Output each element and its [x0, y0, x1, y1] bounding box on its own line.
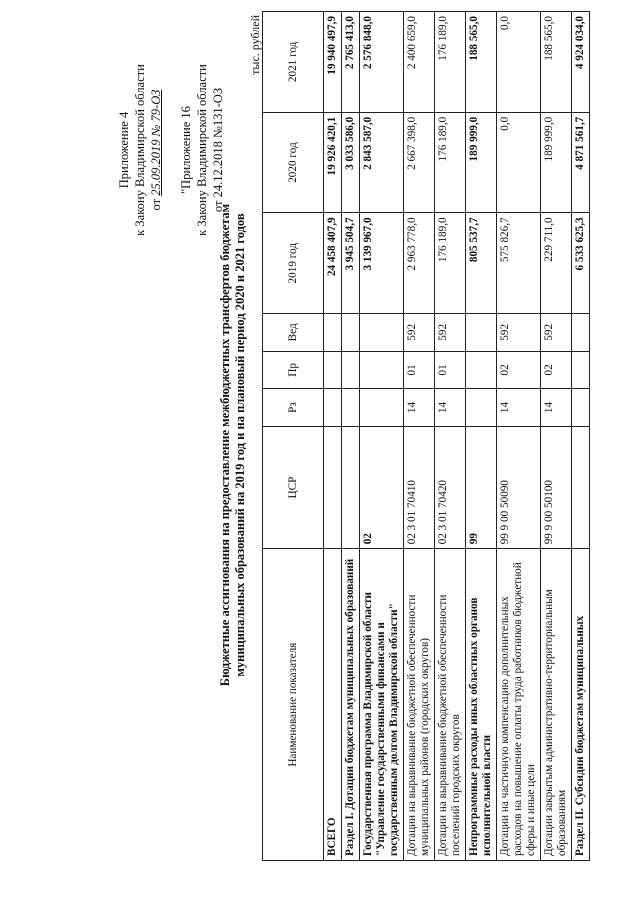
- column-header: Наименование показателя: [263, 549, 324, 861]
- table-cell-name: Дотации на выравнивание бюджетной обеспеченности муниципальных районов (городских округов): [404, 549, 435, 861]
- table-cell-ved: 592: [497, 314, 541, 352]
- table-cell-rz: [342, 389, 360, 427]
- table-cell-rz: 14: [497, 389, 541, 427]
- appendix-number: Приложение 4: [117, 111, 131, 189]
- column-header: Рз: [263, 389, 324, 427]
- table-cell-csr: 02 3 01 70420: [435, 426, 466, 548]
- appendix-law-ref: к Закону Владимирской области: [133, 64, 147, 236]
- table-cell-2020: 2 667 398,0: [404, 112, 435, 213]
- table-cell-2021: 176 189,0: [435, 12, 466, 113]
- table-cell-2021: 2 765 413,0: [342, 12, 360, 113]
- table-cell-name: Раздел II. Субсидии бюджетам муниципальных: [572, 549, 590, 861]
- table-cell-rz: 14: [404, 389, 435, 427]
- table-row: [324, 12, 342, 861]
- table-cell-2019: 24 458 407,9: [324, 213, 342, 314]
- table-cell-2019: 805 537,7: [466, 213, 497, 314]
- table-cell-2021: 188 565,0: [466, 12, 497, 113]
- table-cell-2020: 2 843 587,0: [360, 112, 404, 213]
- table-cell-pr: 02: [541, 351, 572, 389]
- table-cell-2020: 4 871 561,7: [572, 112, 590, 213]
- table-cell-2019: 229 711,0: [541, 213, 572, 314]
- table-cell-ved: 592: [541, 314, 572, 352]
- table-cell-name: Дотации на выравнивание бюджетной обеспеченности поселений городских округов: [435, 549, 466, 861]
- column-header: 2019 год: [263, 213, 324, 314]
- table-row: [342, 12, 360, 861]
- table-cell-csr: [572, 426, 590, 548]
- table-cell-2020: 19 926 420,1: [324, 112, 342, 213]
- title-line-2: муниципальных образований на 2019 год и на плановый период 2020 и 2021 годов: [233, 213, 247, 677]
- table-cell-2021: 188 565,0: [541, 12, 572, 113]
- table-cell-2021: 2 400 659,0: [404, 12, 435, 113]
- column-header: 2021 год: [263, 12, 324, 113]
- table-row: [360, 12, 404, 861]
- table-cell-name: ВСЕГО: [324, 549, 342, 861]
- table-cell-ved: 592: [404, 314, 435, 352]
- table-cell-2020: 3 033 586,0: [342, 112, 360, 213]
- table-cell-pr: 01: [435, 351, 466, 389]
- table-cell-csr: [342, 426, 360, 548]
- appendix-date: [148, 35, 164, 265]
- table-cell-csr: 02: [360, 426, 404, 548]
- table-cell-pr: 01: [404, 351, 435, 389]
- column-header: 2020 год: [263, 112, 324, 213]
- table-cell-2020: 189 999,0: [541, 112, 572, 213]
- table-cell-2019: 3 945 504,7: [342, 213, 360, 314]
- prev-appendix-number: "Приложение 16: [179, 106, 193, 194]
- table-cell-2021: 0,0: [497, 12, 541, 113]
- table-cell-2020: 189 999,0: [466, 112, 497, 213]
- unit-label: тыс. рублей: [248, 15, 262, 75]
- table-cell-rz: [466, 389, 497, 427]
- table-cell-csr: 02 3 01 70410: [404, 426, 435, 548]
- table-cell-csr: 99 9 00 50090: [497, 426, 541, 548]
- table-cell-pr: [466, 351, 497, 389]
- budget-table: [262, 11, 590, 861]
- table-cell-2019: 2 963 778,0: [404, 213, 435, 314]
- table-cell-ved: [360, 314, 404, 352]
- table-cell-name: Государственная программа Владимирской области "Управление государственными финансами и государственным долгом Владимирской области": [360, 549, 404, 861]
- table-row: [404, 12, 435, 861]
- table-cell-name: Непрограммные расходы иных областных органов исполнительной власти: [466, 549, 497, 861]
- table-cell-csr: 99: [466, 426, 497, 548]
- table-row: [435, 12, 466, 861]
- table-cell-rz: [572, 389, 590, 427]
- table-row: [466, 12, 497, 861]
- table-cell-ved: [342, 314, 360, 352]
- table-cell-rz: [324, 389, 342, 427]
- table-cell-pr: [342, 351, 360, 389]
- table-cell-pr: [360, 351, 404, 389]
- table-cell-ved: [466, 314, 497, 352]
- document-title: [218, 145, 248, 745]
- table-cell-pr: 02: [497, 351, 541, 389]
- table-header-row: [263, 12, 324, 861]
- table-cell-2019: 575 826,7: [497, 213, 541, 314]
- appendix-date-prefix: от: [149, 198, 163, 211]
- table-cell-ved: [572, 314, 590, 352]
- table-cell-2019: 6 533 625,3: [572, 213, 590, 314]
- prev-appendix-date: от 24.12.2018 №131-ОЗ: [211, 87, 225, 213]
- table-cell-2019: 176 189,0: [435, 213, 466, 314]
- column-header: Пр: [263, 351, 324, 389]
- table-cell-ved: [324, 314, 342, 352]
- table-cell-rz: [360, 389, 404, 427]
- table-cell-2019: 3 139 967,0: [360, 213, 404, 314]
- table-cell-ved: 592: [435, 314, 466, 352]
- table-cell-2021: 2 576 848,0: [360, 12, 404, 113]
- appendix-stamp: [116, 35, 164, 265]
- table-cell-rz: 14: [541, 389, 572, 427]
- prev-appendix-law-ref: к Закону Владимирской области: [195, 64, 209, 236]
- table-cell-name: Дотации закрытым административно-территориальным образованиям: [541, 549, 572, 861]
- table-cell-2020: 176 189,0: [435, 112, 466, 213]
- table-cell-pr: [572, 351, 590, 389]
- table-cell-name: Раздел I. Дотации бюджетам муниципальных образований: [342, 549, 360, 861]
- table-cell-pr: [324, 351, 342, 389]
- column-header: Вед: [263, 314, 324, 352]
- table-cell-name: Дотации на частичную компенсацию дополнительных расходов на повышение оплаты труда работников бюджетной сферы и иные цели: [497, 549, 541, 861]
- title-line-1: Бюджетные ассигнования на предоставление межбюджетных трансфертов бюджетам: [218, 203, 232, 687]
- table-body: [324, 12, 590, 861]
- table-row: [497, 12, 541, 861]
- table-row: [572, 12, 590, 861]
- table-cell-2020: 0,0: [497, 112, 541, 213]
- handwritten-date: 25.09.2019 № 79-ОЗ: [149, 89, 163, 196]
- table-row: [541, 12, 572, 861]
- column-header: ЦСР: [263, 426, 324, 548]
- table-cell-2021: 4 924 034,0: [572, 12, 590, 113]
- table-cell-csr: [324, 426, 342, 548]
- table-cell-rz: 14: [435, 389, 466, 427]
- table-cell-csr: 99 9 00 50100: [541, 426, 572, 548]
- table-cell-2021: 19 940 497,9: [324, 12, 342, 113]
